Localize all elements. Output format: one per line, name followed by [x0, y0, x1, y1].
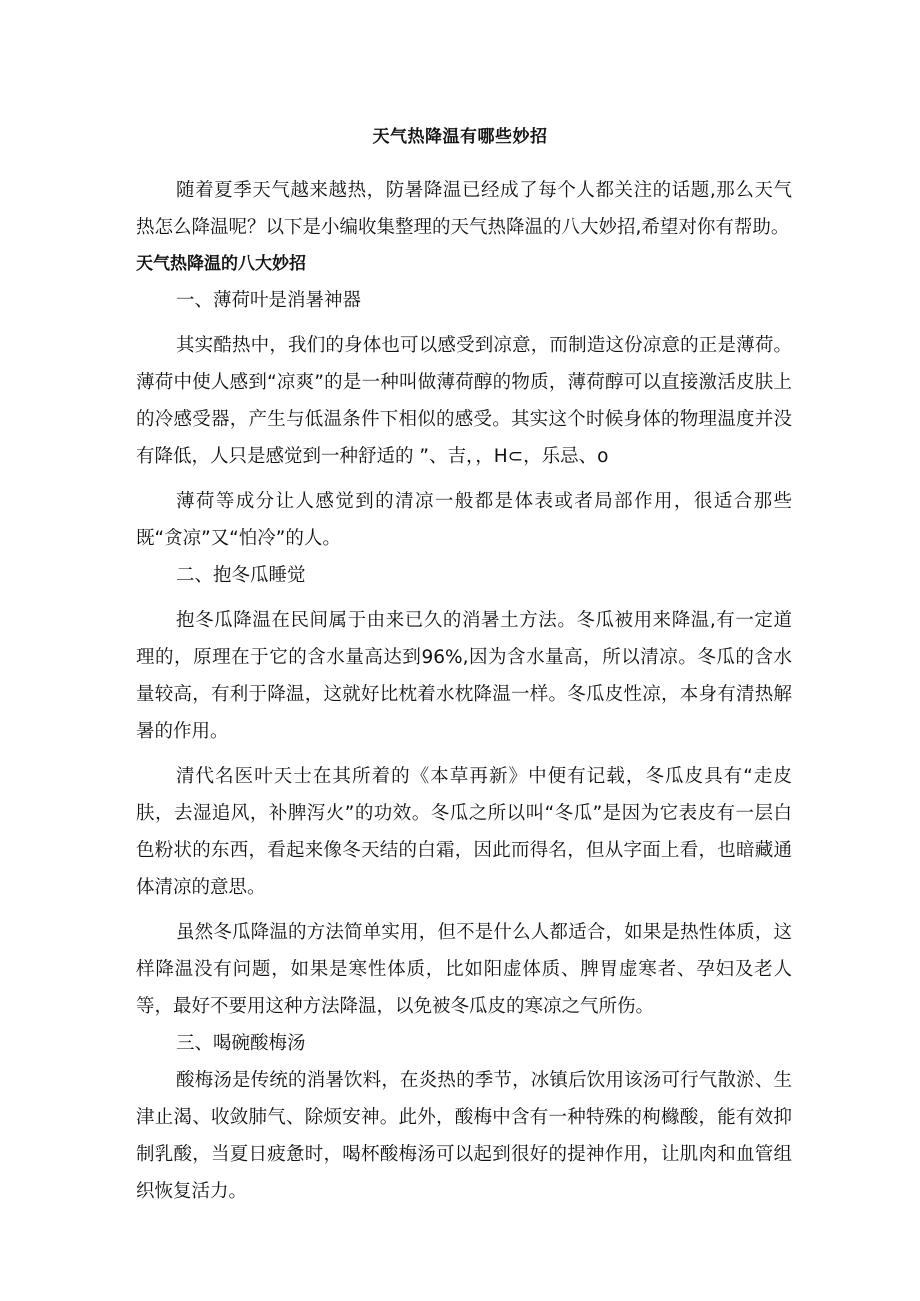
document-title: 天气热降温有哪些妙招 — [372, 127, 548, 147]
item1-heading: 一、薄荷叶是消暑神器 — [176, 290, 362, 311]
item2-paragraph-2: 清代名医叶天士在其所着的《本草再新》中便有记载，冬瓜皮具有“走皮肤，去湿追风，补脾泻火”的功效。冬瓜之所以叫“冬瓜”是因为它表皮有一层白色粉状的东西，看起来像冬天结的白霜，因此而得名，但从字面上看，也暗藏通体清凉的意思。 — [136, 766, 792, 898]
item2-paragraph-3: 虽然冬瓜降温的方法简单实用，但不是什么人都适合，如果是热性体质，这样降温没有问题，如果是寒性体质，比如阳虚体质、脾胃虚寒者、孕妇及老人等，最好不要用这种方法降温，以免被冬瓜皮的寒凉之气所伤。 — [136, 922, 792, 1017]
intro-paragraph: 随着夏季天气越来越热，防暑降温已经成了每个人都关注的话题,那么天气热怎么降温呢？以下是小编收集整理的天气热降温的八大妙招,希望对你有帮助。 — [136, 180, 792, 238]
item1-paragraph-2: 薄荷等成分让人感觉到的清凉一般都是体表或者局部作用，很适合那些既“贪凉”又“怕冷”的人。 — [136, 491, 792, 549]
item2-heading: 二、抱冬瓜睡觉 — [176, 565, 306, 586]
item3-paragraph-1: 酸梅汤是传统的消暑饮料，在炎热的季节，冰镇后饮用该汤可行气散淤、生津止渴、收敛肺气、除烦安神。此外，酸梅中含有一种特殊的枸櫞酸，能有效抑制乳酸，当夏日疲惫时，喝杯酸梅汤可以起到很好的提神作用，让肌肉和血管组织恢复活力。 — [136, 1070, 792, 1202]
document-body — [136, 172, 792, 1210]
item1-paragraph-1: 其实酷热中，我们的身体也可以感受到凉意，而制造这份凉意的正是薄荷。薄荷中使人感到“凉爽”的是一种叫做薄荷醇的物质，薄荷醇可以直接激活皮肤上的冷感受器，产生与低温条件下相似的感受。其实这个时候身体的物理温度并没有降低，人只是感觉到一种舒适的 ”、吉，，H⊂，乐忌、o — [136, 335, 792, 467]
item2-paragraph-1: 抱冬瓜降温在民间属于由来已久的消暑土方法。冬瓜被用来降温,有一定道理的，原理在于它的含水量高达到96%,因为含水量高，所以清凉。冬瓜的含水量较高，有利于降温，这就好比枕着水枕降温一样。冬瓜皮性凉，本身有清热解暑的作用。 — [136, 610, 792, 742]
item3-heading: 三、喝碗酸梅汤 — [176, 1033, 306, 1054]
section-heading: 天气热降温的八大妙招 — [136, 254, 306, 274]
